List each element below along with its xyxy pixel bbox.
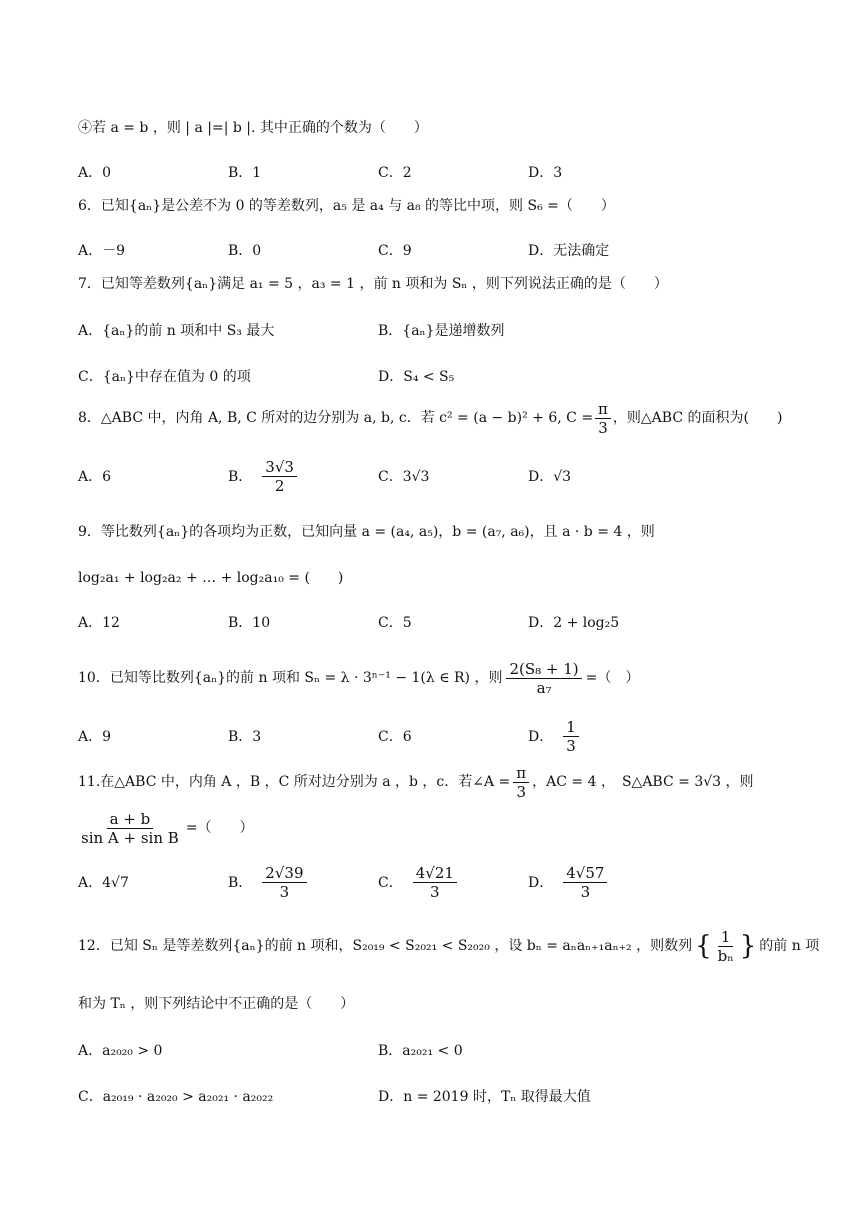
- option-a: A．9: [78, 729, 112, 745]
- option-b: B．10: [228, 615, 271, 631]
- question-12-stem-2: 和为 Tₙ ，则下列结论中不正确的是（ ）: [78, 996, 355, 1012]
- option-b: B．a₂₀₂₁ < 0: [378, 1043, 463, 1059]
- fraction: [506, 660, 581, 697]
- option-b: B．0: [228, 243, 262, 259]
- option-label: C．: [378, 875, 403, 891]
- question-8-options: [78, 456, 778, 500]
- question-11-text-c: =（ ）: [185, 820, 254, 836]
- fraction-denominator: 3: [279, 882, 290, 901]
- option-label: D．: [528, 875, 554, 891]
- option-d: D．n = 2019 时，Tₙ 取得最大值: [378, 1089, 591, 1105]
- question-6-options: [78, 230, 778, 274]
- fraction-denominator: 3: [430, 882, 440, 901]
- option-c: C．2: [378, 165, 412, 181]
- question-7-stem: 7．已知等差数列{aₙ}满足 a₁ = 5 ，a₃ = 1 ，前 n 项和为 Sₙ ，则下列说法正确的是（ ）: [78, 276, 668, 292]
- question-10-text-a: 10．已知等比数列{aₙ}的前 n 项和 Sₙ = λ · 3ⁿ⁻¹ − 1(λ ∈ R) ，则: [78, 670, 503, 686]
- option-c: C．9: [378, 243, 412, 259]
- question-9-stem: 9．等比数列{aₙ}的各项均为正数，已知向量 a = (a₄, a₅)，b = (a₇, a₆)，且 a · b = 4 ，则: [78, 524, 655, 540]
- question-12-options-row2: [78, 1076, 778, 1120]
- question-11-options: [78, 862, 778, 906]
- option-d: D．3: [528, 165, 563, 181]
- option-label: B．: [228, 469, 253, 485]
- fraction: [78, 810, 182, 847]
- option-label: B．: [228, 875, 253, 891]
- question-5-options: [78, 152, 778, 196]
- question-6-stem: 6．已知{aₙ}是公差不为 0 的等差数列，a₅ 是 a₄ 与 a₈ 的等比中项，则 S₆ =（ ）: [78, 198, 615, 214]
- option-a: A．{aₙ}的前 n 项和中 S₃ 最大: [78, 323, 275, 339]
- fraction-denominator: 3: [598, 418, 608, 437]
- option-d: [528, 862, 607, 902]
- question-8-text-b: ，则△ABC 的面积为( ): [612, 410, 783, 426]
- option-c: C．{aₙ}中存在值为 0 的项: [78, 369, 251, 385]
- fraction-denominator: bₙ: [717, 946, 734, 965]
- fraction: [262, 864, 306, 901]
- fraction: [413, 864, 457, 901]
- option-c: C．a₂₀₁₉ · a₂₀₂₀ > a₂₀₂₁ · a₂₀₂₂: [78, 1089, 274, 1105]
- option-d: D．S₄ < S₅: [378, 369, 455, 385]
- question-8-stem: [78, 398, 782, 438]
- option-d: D．√3: [528, 469, 572, 485]
- fraction-numerator: 1: [563, 718, 579, 737]
- question-11-text-b: ，AC = 4 ， S△ABC = 3√3 ，则: [532, 774, 754, 790]
- fraction: [715, 928, 737, 965]
- option-b: B．1: [228, 165, 262, 181]
- option-a: A．－9: [78, 243, 126, 259]
- question-8-text-a: 8．△ABC 中，内角 A, B, C 所对的边分别为 a, b, c．若 c² = (a − b)² + 6, C =: [78, 410, 594, 426]
- option-c: [378, 862, 457, 902]
- question-11-text-a: 11.在△ABC 中，内角 A ，B ，C 所对边分别为 a ，b ，c．若∠A =: [78, 774, 511, 790]
- question-10-text-b: =（ ）: [585, 670, 640, 686]
- question-7-options-row1: [78, 310, 778, 354]
- option-a: A．a₂₀₂₀ > 0: [78, 1043, 163, 1059]
- fraction: [563, 718, 579, 755]
- option-b: [228, 862, 307, 902]
- fraction-numerator: 1: [718, 928, 734, 947]
- pi-over-3: [595, 400, 611, 437]
- left-brace: {: [695, 931, 712, 961]
- fraction-numerator: π: [595, 400, 611, 419]
- fraction-denominator: sin A + sin B: [81, 828, 179, 847]
- fraction-numerator: 2(S₈ + 1): [506, 660, 581, 679]
- option-a: A．12: [78, 615, 120, 631]
- option-label: D．: [528, 729, 554, 745]
- fraction-numerator: a + b: [107, 810, 154, 829]
- fraction-denominator: 3: [516, 782, 526, 801]
- question-10-options: [78, 716, 778, 760]
- fraction-denominator: 3: [566, 736, 576, 755]
- fraction: [262, 458, 297, 495]
- fraction-numerator: 3√3: [262, 458, 297, 477]
- option-b: B．3: [228, 729, 262, 745]
- question-5-stem: ④若 a = b ，则 | a |=| b |. 其中正确的个数为（ ）: [78, 120, 428, 136]
- option-c: C．5: [378, 615, 412, 631]
- fraction-numerator: π: [513, 764, 529, 783]
- question-12-stem: [78, 924, 819, 968]
- question-12-text-a: 12．已知 Sₙ 是等差数列{aₙ}的前 n 项和，S₂₀₁₉ < S₂₀₂₁ < S₂₀₂₀ ，设 bₙ = aₙaₙ₊₁aₙ₊₂ ，则数列: [78, 938, 693, 954]
- question-7-options-row2: [78, 356, 778, 400]
- option-d: D．2 + log₂5: [528, 615, 620, 631]
- question-10-stem: [78, 656, 639, 700]
- question-12-text-b: 的前 n 项: [759, 938, 820, 954]
- option-d: D．无法确定: [528, 243, 610, 259]
- pi-over-3: [513, 764, 529, 801]
- option-b: [228, 456, 297, 496]
- fraction-denominator: a₇: [536, 678, 552, 697]
- question-12-options-row1: [78, 1030, 778, 1074]
- right-brace: }: [739, 931, 757, 961]
- fraction-denominator: 3: [580, 882, 591, 901]
- question-11-stem: [78, 760, 754, 804]
- fraction-numerator: 4√57: [563, 864, 607, 883]
- option-c: C．6: [378, 729, 412, 745]
- question-9-stem-2: log₂a₁ + log₂a₂ + … + log₂a₁₀ = ( ): [78, 570, 344, 586]
- fraction: [563, 864, 607, 901]
- fraction-numerator: 2√39: [262, 864, 306, 883]
- question-9-options: [78, 602, 778, 646]
- option-c: C．3√3: [378, 469, 430, 485]
- question-11-stem-2: [78, 806, 254, 850]
- option-d: [528, 716, 579, 756]
- fraction-denominator: 2: [274, 476, 285, 495]
- fraction-numerator: 4√21: [413, 864, 457, 883]
- option-a: A．0: [78, 165, 112, 181]
- option-b: B．{aₙ}是递增数列: [378, 323, 505, 339]
- option-a: A．4√7: [78, 875, 129, 891]
- option-a: A．6: [78, 469, 112, 485]
